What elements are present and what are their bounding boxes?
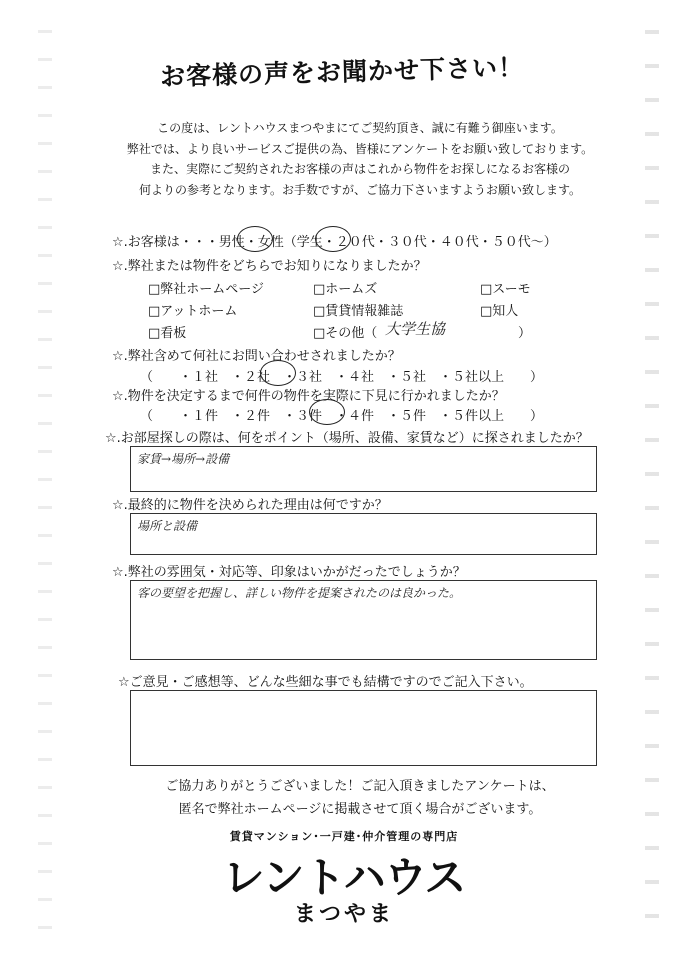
- q8-answer-box[interactable]: [130, 690, 597, 766]
- circle-mark-male: [237, 226, 273, 252]
- q5-search-points: ☆.お部屋探しの際は、何をポイント（場所、設備、家賃など）に探されましたか？: [105, 431, 589, 446]
- checkbox-signboard[interactable]: □看板: [148, 326, 187, 341]
- company-tagline: 賃貸マンション･一戸建･仲介管理の専門店: [229, 830, 459, 843]
- checkbox-homes[interactable]: □ホームズ: [313, 282, 378, 297]
- q7-answer-handwritten: 客の要望を把握し、詳しい物件を提案されたのは良かった。: [137, 586, 462, 600]
- q5-answer-box[interactable]: [130, 446, 597, 492]
- q8-comments: ☆ご意見・ご感想等、どんな些細な事でも結構ですのでご記入下さい。: [118, 675, 533, 690]
- q6-decision-reason: ☆.最終的に物件を決められた理由は何ですか？: [112, 498, 388, 513]
- q6-answer-handwritten: 場所と設備: [137, 519, 198, 533]
- survey-title: お客様の声をお聞かせ下さい！: [159, 52, 525, 92]
- checkbox-suumo[interactable]: □スーモ: [480, 282, 531, 297]
- company-logo-sub: まつやま: [293, 902, 394, 927]
- circle-mark-3-properties: [309, 399, 345, 425]
- intro-line: 弊社では、より良いサービスご提供の為、皆様にアンケートをお願い致しております。: [126, 141, 594, 156]
- checkbox-magazine[interactable]: □賃貸情報雑誌: [313, 304, 404, 319]
- scan-edge-left: [38, 30, 52, 940]
- other-close-paren: ）: [518, 326, 532, 341]
- company-logo: レントハウス: [222, 853, 466, 902]
- q4-viewings: ☆.物件を決定するまで何件の物件を実際に下見に行かれましたか？: [112, 389, 505, 404]
- scan-edge-right: [645, 30, 659, 940]
- other-answer-handwritten: 大学生協: [385, 320, 446, 338]
- checkbox-other[interactable]: □その他（: [313, 326, 378, 341]
- circle-mark-student: [315, 226, 351, 252]
- closing-line: ご協力ありがとうございました！ご記入頂きましたアンケートは、: [165, 779, 555, 794]
- checkbox-athome[interactable]: □アットホーム: [148, 304, 238, 319]
- closing-line: 匿名で弊社ホームページに掲載させて頂く場合がございます。: [178, 802, 542, 817]
- intro-text: [100, 118, 620, 200]
- q2-source: ☆.弊社または物件をどちらでお知りになりましたか？: [112, 259, 427, 274]
- intro-line: この度は、レントハウスまつやまにてご契約頂き、誠に有難う御座います。: [157, 121, 563, 135]
- q6-answer-box[interactable]: [130, 513, 597, 555]
- q5-answer-handwritten: 家賃→場所→設備: [137, 452, 230, 466]
- q4-options: （ ・１件 ・２件 ・３件 ・４件 ・５件 ・５件以上 ）: [140, 409, 544, 424]
- q7-impression: ☆.弊社の雰囲気・対応等、印象はいかがだったでしょうか？: [112, 565, 466, 580]
- q3-options: （ ・１社 ・２社 ・３社 ・４社 ・５社 ・５社以上 ）: [140, 370, 544, 385]
- q7-answer-box[interactable]: [130, 580, 597, 660]
- intro-line: また、実際にご契約されたお客様の声はこれから物件をお探しになるお客様の: [149, 162, 570, 176]
- checkbox-homepage[interactable]: □弊社ホームページ: [148, 282, 265, 297]
- q1-gender-age: ☆.お客様は・・・男性・女性（学生・２０代・３０代・４０代・５０代～）: [112, 235, 557, 250]
- closing-message: [100, 775, 620, 821]
- q3-inquiries: ☆.弊社含めて何社にお問い合わせされましたか？: [112, 349, 401, 364]
- circle-mark-2-companies: [260, 360, 296, 386]
- checkbox-acquaintance[interactable]: □知人: [480, 304, 519, 319]
- intro-line: 何よりの参考となります。お手数ですが、ご協力下さいますようお願い致します。: [138, 182, 582, 197]
